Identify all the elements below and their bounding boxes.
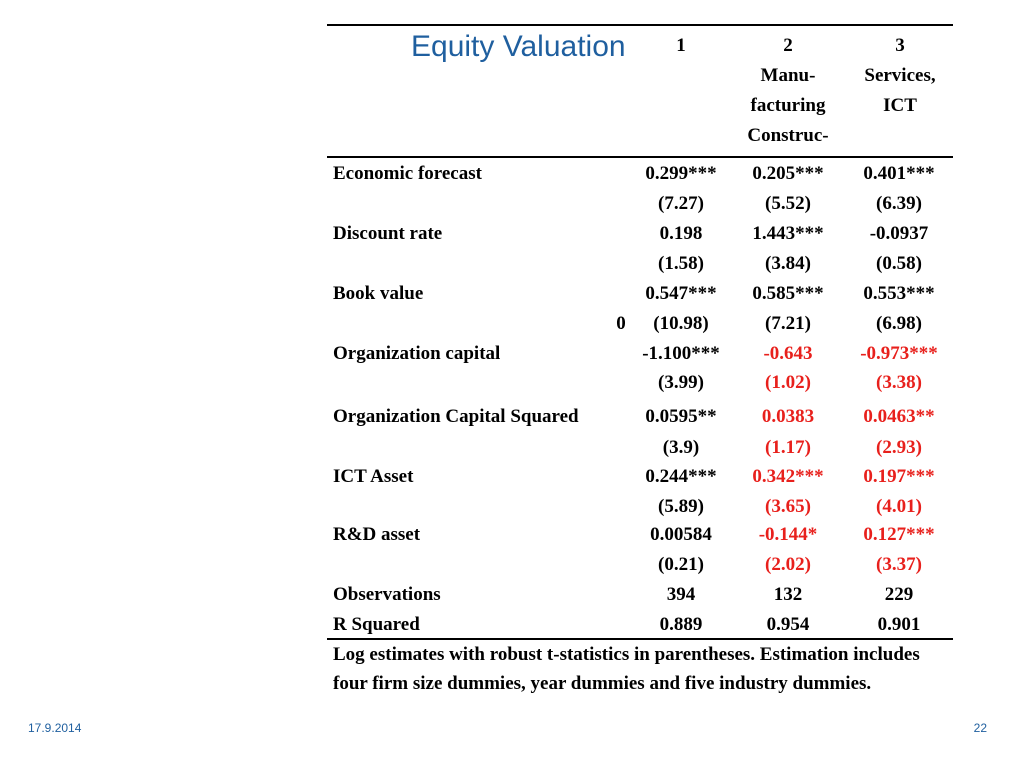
cell-col-2: 0.342***: [752, 466, 824, 487]
table-row: [0, 492, 1024, 522]
cell-col-1: 0.244***: [645, 466, 717, 487]
cell-col-3: (3.37): [876, 554, 922, 575]
cell-col-3: -0.0937: [869, 223, 929, 244]
cell-col-3: 229: [884, 584, 914, 605]
cell-col-1: (7.27): [658, 193, 704, 214]
row-label: Discount rate: [333, 223, 443, 244]
cell-col-3: 0.197***: [863, 466, 935, 487]
cell-col-2: 0.585***: [752, 283, 824, 304]
cell-col-1: (0.21): [658, 554, 704, 575]
table-row: [0, 610, 1024, 640]
table-row: [0, 279, 1024, 309]
column-header-3: [848, 31, 952, 156]
cell-col-3: 0.127***: [863, 524, 935, 545]
cell-col-1: 0.889: [659, 614, 703, 635]
cell-col-2: 1.443***: [752, 223, 824, 244]
cell-col-3: 0.553***: [863, 283, 935, 304]
table-row: [0, 368, 1024, 398]
column-header-1: [650, 31, 712, 156]
cell-col-2: (7.21): [765, 313, 811, 334]
slide-title: Equity Valuation: [411, 30, 626, 63]
cell-col-1: -1.100***: [642, 343, 720, 364]
page-number: 22: [973, 721, 987, 735]
column-header-line: Construc-: [747, 125, 829, 146]
table-row: [0, 189, 1024, 219]
column-header-line: facturing: [750, 95, 826, 116]
table-row: [0, 309, 1024, 339]
cell-col-1: (5.89): [658, 496, 704, 517]
cell-col-1: 0.0595**: [645, 406, 717, 427]
row-label: Organization Capital Squared: [333, 406, 579, 427]
column-header-2: [733, 31, 843, 156]
cell-col-1: (3.9): [662, 437, 700, 458]
cell-col-2: 0.205***: [752, 163, 824, 184]
table-row: [0, 159, 1024, 189]
cell-col-2: 132: [773, 584, 803, 605]
cell-col-2: 0.0383: [761, 406, 815, 427]
cell-col-1: (10.98): [653, 313, 709, 334]
table-note: Log estimates with robust t-statistics in parentheses. Estimation includes four firm size dummies, year dummies and five industry dummies.: [333, 644, 920, 694]
cell-col-1: 0.00584: [650, 524, 712, 545]
cell-col-3: (6.98): [876, 313, 922, 334]
table-row: [0, 219, 1024, 249]
cell-col-1: 0.299***: [645, 163, 717, 184]
table-row: [0, 462, 1024, 492]
column-header-line: 1: [676, 35, 686, 56]
row-label: Organization capital: [333, 343, 501, 364]
cell-col-2: (3.65): [765, 496, 811, 517]
row-stub: 0: [616, 313, 626, 334]
cell-col-2: (3.84): [765, 253, 811, 274]
column-header-line: 2: [783, 35, 793, 56]
cell-col-3: 0.0463**: [863, 406, 935, 427]
cell-col-3: (2.93): [876, 437, 922, 458]
cell-col-2: -0.643: [763, 343, 813, 364]
cell-col-1: 0.198: [659, 223, 703, 244]
cell-col-1: 394: [666, 584, 696, 605]
table-row: [0, 249, 1024, 279]
cell-col-2: -0.144*: [758, 524, 818, 545]
row-label: R Squared: [333, 614, 420, 635]
cell-col-3: 0.401***: [863, 163, 935, 184]
table-row: [0, 580, 1024, 610]
column-header-line: Manu-: [760, 65, 816, 86]
footer-date: 17.9.2014: [28, 721, 82, 735]
cell-col-1: (1.58): [658, 253, 704, 274]
cell-col-2: 0.954: [766, 614, 810, 635]
table-row: [0, 550, 1024, 580]
cell-col-3: -0.973***: [860, 343, 938, 364]
cell-col-3: (6.39): [876, 193, 922, 214]
row-label: Observations: [333, 584, 441, 605]
table-top-rule: [327, 24, 953, 26]
row-label: R&D asset: [333, 524, 421, 545]
cell-col-3: (4.01): [876, 496, 922, 517]
row-label: Book value: [333, 283, 424, 304]
cell-col-2: (2.02): [765, 554, 811, 575]
cell-col-2: (1.17): [765, 437, 811, 458]
cell-col-3: 0.901: [877, 614, 921, 635]
cell-col-1: 0.547***: [645, 283, 717, 304]
column-header-line: Services,: [864, 65, 936, 86]
cell-col-1: (3.99): [658, 372, 704, 393]
cell-col-3: (0.58): [876, 253, 922, 274]
column-header-line: [733, 151, 843, 156]
cell-col-2: (1.02): [765, 372, 811, 393]
row-label: Economic forecast: [333, 163, 482, 184]
column-header-line: 3: [895, 35, 905, 56]
table-row: [0, 339, 1024, 369]
table-row: [0, 520, 1024, 550]
cell-col-2: (5.52): [765, 193, 811, 214]
table-row: [0, 402, 1024, 432]
row-label: ICT Asset: [333, 466, 414, 487]
cell-col-3: (3.38): [876, 372, 922, 393]
column-header-line: ICT: [883, 95, 917, 116]
table-header-rule: [327, 156, 953, 158]
table-row: [0, 433, 1024, 463]
